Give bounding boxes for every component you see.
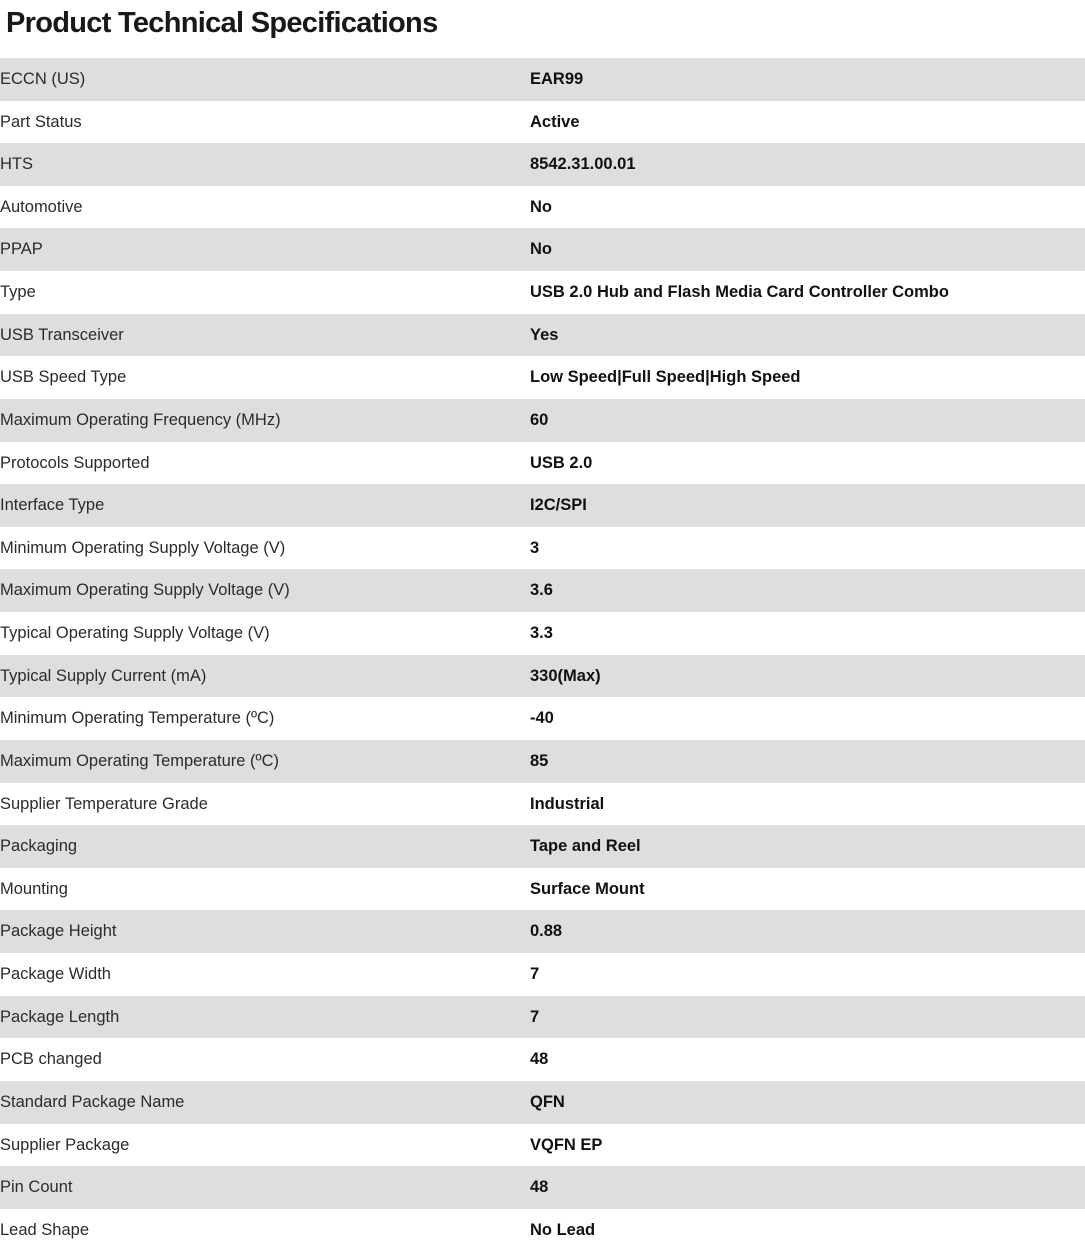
- spec-label: Part Status: [0, 101, 530, 144]
- spec-value: 60: [530, 399, 1085, 442]
- spec-label: Lead Shape: [0, 1209, 530, 1252]
- spec-label: Mounting: [0, 868, 530, 911]
- table-row: [0, 996, 1085, 1039]
- spec-value: VQFN EP: [530, 1124, 1085, 1167]
- spec-label: Automotive: [0, 186, 530, 229]
- spec-value: EAR99: [530, 58, 1085, 101]
- table-row: [0, 101, 1085, 144]
- table-row: [0, 697, 1085, 740]
- spec-label: Typical Operating Supply Voltage (V): [0, 612, 530, 655]
- spec-label: USB Speed Type: [0, 356, 530, 399]
- spec-label: Minimum Operating Supply Voltage (V): [0, 527, 530, 570]
- spec-value: 3.6: [530, 569, 1085, 612]
- table-row: [0, 825, 1085, 868]
- table-row: [0, 356, 1085, 399]
- spec-value: I2C/SPI: [530, 484, 1085, 527]
- spec-value: Surface Mount: [530, 868, 1085, 911]
- spec-label: Package Length: [0, 996, 530, 1039]
- table-row: [0, 1081, 1085, 1124]
- spec-value: No Lead: [530, 1209, 1085, 1252]
- spec-label: PCB changed: [0, 1038, 530, 1081]
- spec-label: Supplier Package: [0, 1124, 530, 1167]
- table-row: [0, 569, 1085, 612]
- spec-label: Maximum Operating Temperature (ºC): [0, 740, 530, 783]
- spec-value: 48: [530, 1166, 1085, 1209]
- product-specifications-page: [0, 8, 1085, 1251]
- spec-label: Type: [0, 271, 530, 314]
- spec-label: Protocols Supported: [0, 442, 530, 485]
- spec-label: PPAP: [0, 228, 530, 271]
- spec-label: Minimum Operating Temperature (ºC): [0, 697, 530, 740]
- table-row: [0, 228, 1085, 271]
- spec-value: 3.3: [530, 612, 1085, 655]
- table-row: [0, 314, 1085, 357]
- table-row: [0, 1209, 1085, 1252]
- spec-label: Pin Count: [0, 1166, 530, 1209]
- table-row: [0, 655, 1085, 698]
- spec-label: USB Transceiver: [0, 314, 530, 357]
- spec-value: USB 2.0: [530, 442, 1085, 485]
- spec-value: 8542.31.00.01: [530, 143, 1085, 186]
- spec-value: No: [530, 228, 1085, 271]
- spec-label: Maximum Operating Frequency (MHz): [0, 399, 530, 442]
- table-row: [0, 910, 1085, 953]
- spec-value: -40: [530, 697, 1085, 740]
- table-row: [0, 953, 1085, 996]
- spec-label: Standard Package Name: [0, 1081, 530, 1124]
- table-row: [0, 1124, 1085, 1167]
- table-row: [0, 399, 1085, 442]
- table-row: [0, 783, 1085, 826]
- table-row: [0, 868, 1085, 911]
- table-row: [0, 186, 1085, 229]
- spec-value: Active: [530, 101, 1085, 144]
- spec-label: Typical Supply Current (mA): [0, 655, 530, 698]
- table-row: [0, 527, 1085, 570]
- spec-value: 0.88: [530, 910, 1085, 953]
- spec-label: Supplier Temperature Grade: [0, 783, 530, 826]
- spec-label: ECCN (US): [0, 58, 530, 101]
- spec-value: 7: [530, 996, 1085, 1039]
- spec-value: 330(Max): [530, 655, 1085, 698]
- spec-value: Yes: [530, 314, 1085, 357]
- spec-value: USB 2.0 Hub and Flash Media Card Controller Combo: [530, 271, 1085, 314]
- spec-value: Low Speed|Full Speed|High Speed: [530, 356, 1085, 399]
- table-row: [0, 58, 1085, 101]
- page-title: Product Technical Specifications: [6, 7, 438, 39]
- table-row: [0, 612, 1085, 655]
- spec-label: Package Height: [0, 910, 530, 953]
- spec-value: No: [530, 186, 1085, 229]
- spec-label: Maximum Operating Supply Voltage (V): [0, 569, 530, 612]
- table-row: [0, 1166, 1085, 1209]
- spec-label: Interface Type: [0, 484, 530, 527]
- table-row: [0, 740, 1085, 783]
- specifications-table-body: [0, 58, 1085, 1252]
- specifications-table: [0, 58, 1085, 1252]
- table-row: [0, 442, 1085, 485]
- table-row: [0, 271, 1085, 314]
- spec-value: QFN: [530, 1081, 1085, 1124]
- table-row: [0, 143, 1085, 186]
- spec-value: 48: [530, 1038, 1085, 1081]
- table-row: [0, 1038, 1085, 1081]
- spec-label: HTS: [0, 143, 530, 186]
- spec-value: 85: [530, 740, 1085, 783]
- spec-value: 7: [530, 953, 1085, 996]
- spec-label: Packaging: [0, 825, 530, 868]
- spec-value: 3: [530, 527, 1085, 570]
- spec-value: Industrial: [530, 783, 1085, 826]
- table-row: [0, 484, 1085, 527]
- spec-label: Package Width: [0, 953, 530, 996]
- spec-value: Tape and Reel: [530, 825, 1085, 868]
